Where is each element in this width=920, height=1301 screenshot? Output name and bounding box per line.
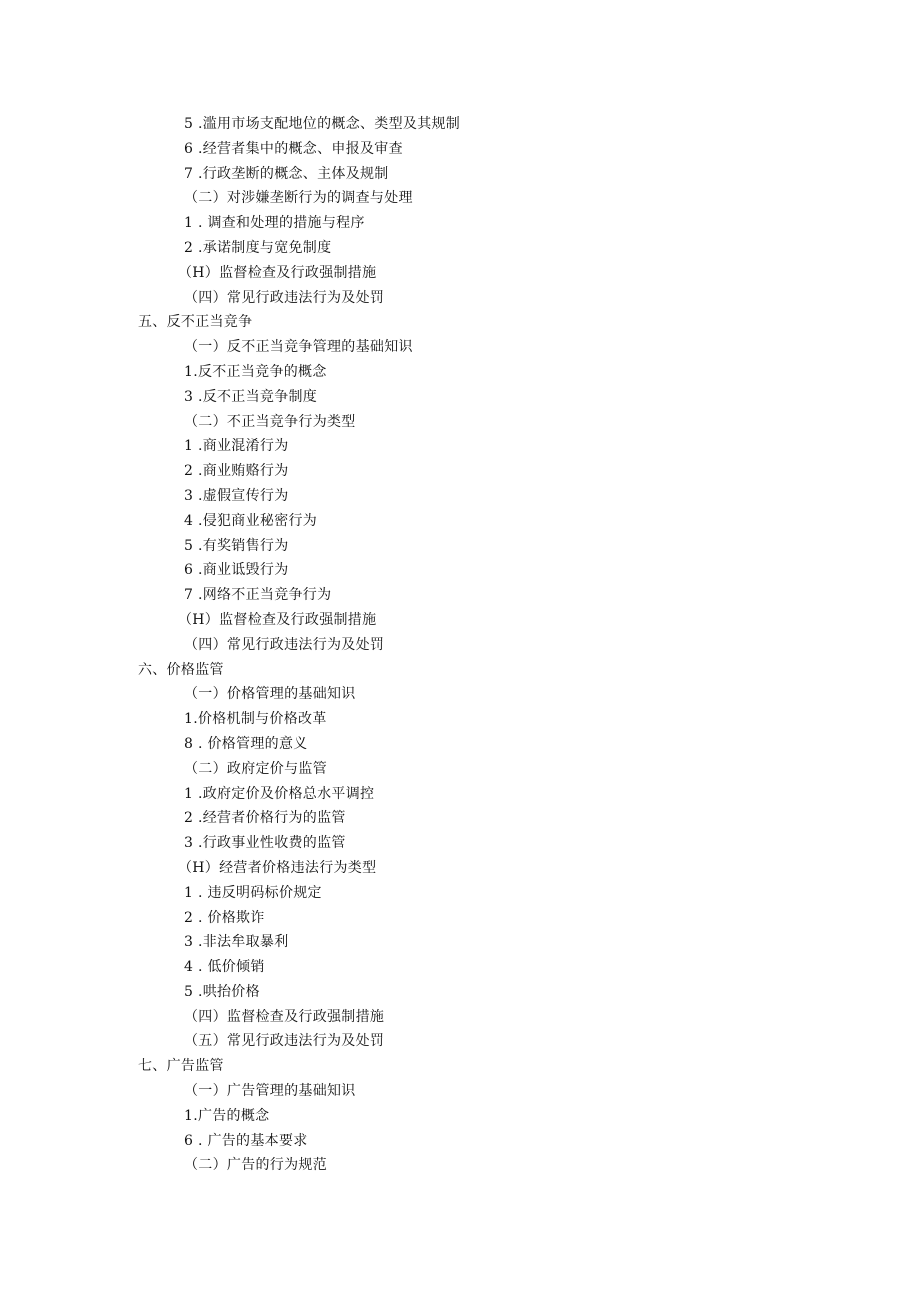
subsection-heading: （H）经营者价格违法行为类型 — [178, 859, 377, 876]
subsection-heading: （四）常见行政违法行为及处罚 — [184, 636, 385, 653]
subsection-heading: （H）监督检查及行政强制措施 — [178, 264, 377, 281]
subsection-heading: （一）广告管理的基础知识 — [184, 1083, 356, 1100]
outline-item: 4 .侵犯商业秘密行为 — [184, 512, 318, 529]
subsection-heading: （五）常见行政违法行为及处罚 — [184, 1033, 385, 1050]
outline-item: 6 .经营者集中的概念、申报及审查 — [184, 140, 403, 157]
outline-item: 1.广告的概念 — [184, 1107, 270, 1124]
outline-item: 1.价格机制与价格改革 — [184, 711, 327, 728]
outline-item: 2 . 价格欺诈 — [184, 909, 265, 926]
outline-item: 3 .行政事业性收费的监管 — [184, 835, 346, 852]
section-heading: 七、广告监管 — [138, 1058, 224, 1075]
outline-item: 3 .非法牟取暴利 — [184, 934, 289, 951]
outline-item: 1.反不正当竞争的概念 — [184, 363, 327, 380]
outline-item: 1 .商业混淆行为 — [184, 438, 289, 455]
outline-item: 2 .商业贿赂行为 — [184, 463, 289, 480]
outline-item: 7 .行政垄断的概念、主体及规制 — [184, 165, 389, 182]
outline-item: 5 .有奖销售行为 — [184, 537, 289, 554]
subsection-heading: （二）对涉嫌垄断行为的调查与处理 — [184, 190, 413, 207]
outline-item: 1 . 调查和处理的措施与程序 — [184, 215, 365, 232]
subsection-heading: （四）常见行政违法行为及处罚 — [184, 289, 385, 306]
outline-item: 8 . 价格管理的意义 — [184, 735, 308, 752]
outline-item: 1 .政府定价及价格总水平调控 — [184, 785, 375, 802]
outline-item: 2 .经营者价格行为的监管 — [184, 810, 346, 827]
subsection-heading: （一）反不正当竞争管理的基础知识 — [184, 339, 413, 356]
outline-item: 5 .哄抬价格 — [184, 983, 260, 1000]
subsection-heading: （一）价格管理的基础知识 — [184, 686, 356, 703]
section-heading: 六、价格监管 — [138, 661, 224, 678]
subsection-heading: （二）广告的行为规范 — [184, 1157, 327, 1174]
document-outline — [0, 112, 920, 1178]
subsection-heading: （H）监督检查及行政强制措施 — [178, 611, 377, 628]
outline-item: 2 .承诺制度与宽免制度 — [184, 239, 332, 256]
outline-item: 6 . 广告的基本要求 — [184, 1132, 308, 1149]
outline-item: 3 .虚假宣传行为 — [184, 487, 289, 504]
outline-item: 5 .滥用市场支配地位的概念、类型及其规制 — [184, 116, 461, 132]
subsection-heading: （二）不正当竞争行为类型 — [184, 413, 356, 430]
outline-item: 3 .反不正当竞争制度 — [184, 388, 318, 405]
outline-item: 4 . 低价倾销 — [184, 959, 265, 976]
section-heading: 五、反不正当竞争 — [138, 314, 253, 331]
outline-item: 6 .商业诋毁行为 — [184, 562, 289, 579]
subsection-heading: （四）监督检查及行政强制措施 — [184, 1008, 385, 1025]
outline-item: 7 .网络不正当竞争行为 — [184, 587, 332, 604]
outline-item: 1 . 违反明码标价规定 — [184, 884, 322, 901]
subsection-heading: （二）政府定价与监管 — [184, 760, 327, 777]
